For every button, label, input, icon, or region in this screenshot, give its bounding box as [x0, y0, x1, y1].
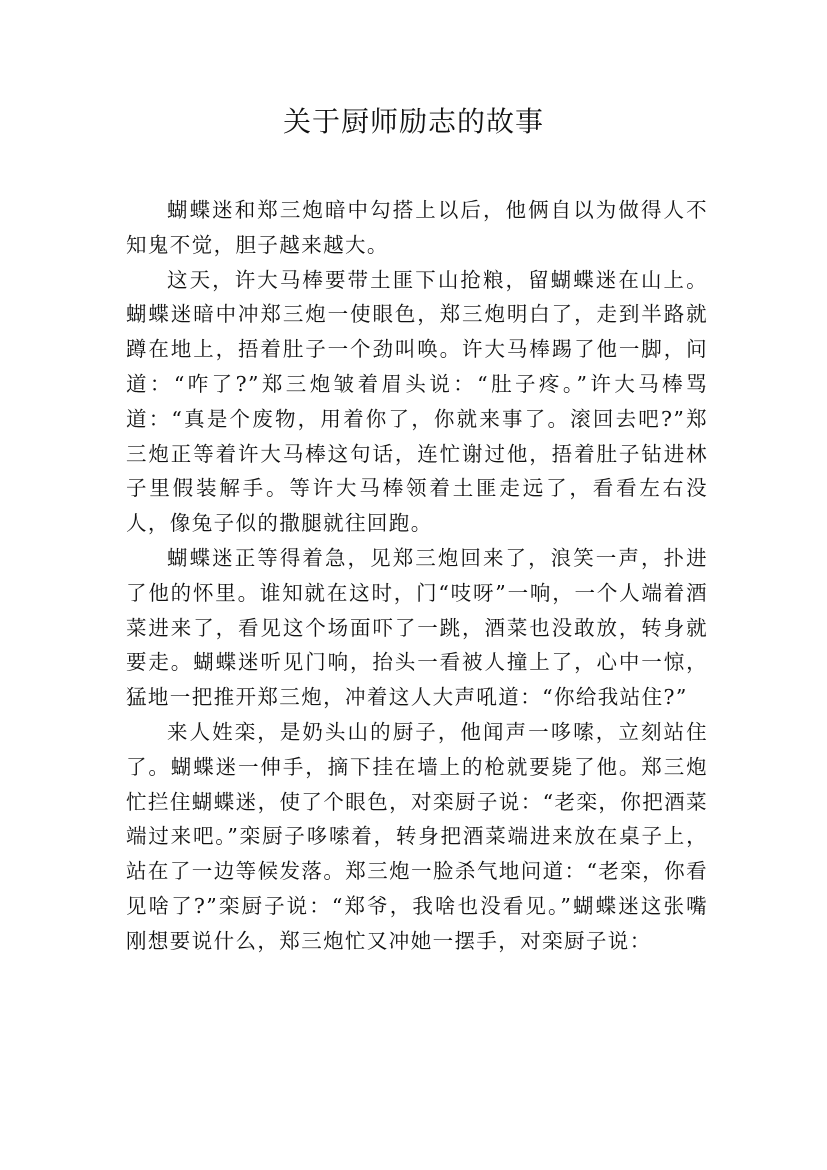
paragraph-2: 这天，许大马棒要带土匪下山抢粮，留蝴蝶迷在山上。蝴蝶迷暗中冲郑三炮一使眼色，郑三炮明白了，走到半路就蹲在地上，捂着肚子一个劲叫唤。许大马棒踢了他一脚，问道：“咋了?”郑三炮皱着眉头说：“肚子疼。”许大马棒骂道：“真是个废物，用着你了，你就来事了。滚回去吧?”郑三炮正等着许大马棒这句话，连忙谢过他，捂着肚子钻进林子里假装解手。等许大马棒领着土匪走远了，看看左右没人，像兔子似的撒腿就往回跑。 [126, 267, 708, 536]
document-title: 关于厨师励志的故事 [282, 105, 544, 138]
paragraph-3: 蝴蝶迷正等得着急，见郑三炮回来了，浪笑一声，扑进了他的怀里。谁知就在这时，门“吱呀”一响，一个人端着酒菜进来了，看见这个场面吓了一跳，酒菜也没敢放，转身就要走。蝴蝶迷听见门响，抬头一看被人撞上了，心中一惊，猛地一把推开郑三炮，冲着这人大声吼道：“你给我站住?” [126, 545, 708, 710]
paragraph-4: 来人姓栾，是奶头山的厨子，他闻声一哆嗦，立刻站住了。蝴蝶迷一伸手，摘下挂在墙上的枪就要毙了他。郑三炮忙拦住蝴蝶迷，使了个眼色，对栾厨子说：“老栾，你把酒菜端过来吧。”栾厨子哆嗦着，转身把酒菜端进来放在桌子上，站在了一边等候发落。郑三炮一脸杀气地问道：“老栾，你看见啥了?”栾厨子说：“郑爷，我啥也没看见。”蝴蝶迷这张嘴刚想要说什么，郑三炮忙又冲她一摆手，对栾厨子说： [126, 719, 708, 953]
document-body [126, 193, 708, 959]
paragraph-1: 蝴蝶迷和郑三炮暗中勾搭上以后，他俩自以为做得人不知鬼不觉，胆子越来越大。 [126, 198, 708, 257]
